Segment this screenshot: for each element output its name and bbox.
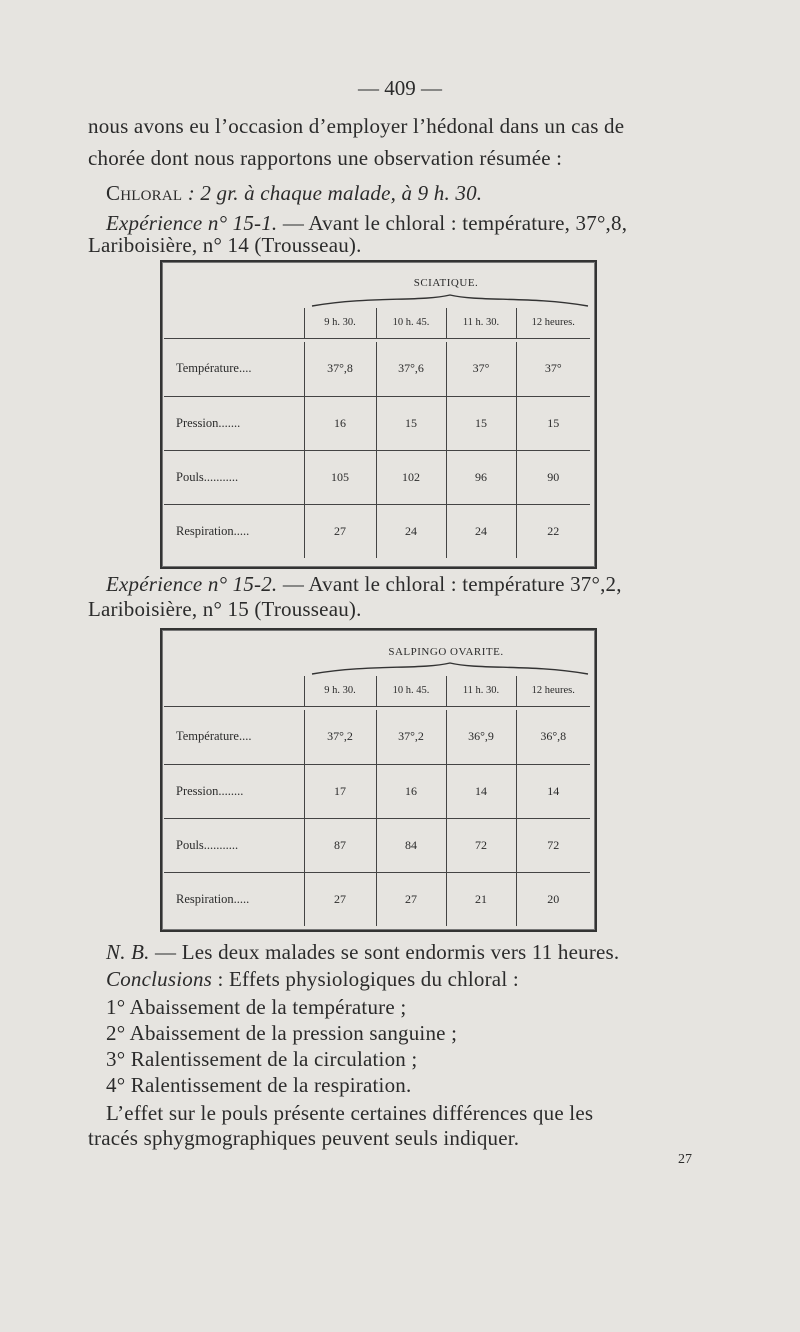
cell: 14 — [446, 764, 516, 818]
table-row — [164, 710, 590, 764]
cell: 27 — [304, 872, 376, 926]
table-2-time: 9 h. 30. — [304, 676, 376, 706]
table-1-time: 12 heures. — [516, 308, 590, 338]
table-2 — [164, 676, 590, 926]
conclusions-line — [106, 967, 519, 992]
experience-2-location: Lariboisière, n° 15 (Trousseau). — [88, 597, 362, 621]
cell: 27 — [376, 872, 446, 926]
cell: 14 — [516, 764, 590, 818]
table-row — [164, 818, 590, 872]
cell: 15 — [516, 396, 590, 450]
cell: 27 — [304, 504, 376, 558]
conclusion-item: 4° Ralentissement de la respiration. — [106, 1073, 412, 1097]
table-2-heading: SALPINGO OVARITE. — [388, 646, 504, 658]
conclusion-item: 1° Abaissement de la température ; — [106, 995, 407, 1019]
cell: 16 — [304, 396, 376, 450]
nb-line — [106, 940, 619, 965]
cell: 24 — [446, 504, 516, 558]
table-2-time-row — [164, 676, 590, 706]
table-1-time-row — [164, 308, 590, 338]
cell: 36°,8 — [516, 710, 590, 764]
conclusions-text: : Effets physiologiques du chloral : — [212, 967, 519, 991]
signature-number: 27 — [678, 1152, 692, 1167]
table-row — [164, 504, 590, 558]
intro-line-2: chorée dont nous rapportons une observation résumée : — [88, 146, 563, 170]
conclusions-label: Conclusions — [106, 967, 213, 991]
cell: 21 — [446, 872, 516, 926]
experience-2-text: — Avant le chloral : température 37°,2, — [277, 572, 622, 596]
table-2-time: 12 heures. — [516, 676, 590, 706]
row-label: Température.... — [176, 361, 252, 376]
row-label: Pression........ — [176, 783, 244, 798]
table-1-time: 9 h. 30. — [304, 308, 376, 338]
table-1 — [164, 308, 590, 558]
intro-line-1 — [88, 114, 680, 139]
table-1-time: 11 h. 30. — [446, 308, 516, 338]
conclusion-item: 2° Abaissement de la pression sanguine ; — [106, 1021, 458, 1045]
cell: 37° — [446, 342, 516, 396]
table-1-corner — [164, 308, 304, 338]
chloral-dose: : 2 gr. à chaque malade, à 9 h. 30. — [187, 181, 483, 205]
cell: 90 — [516, 450, 590, 504]
table-2-corner — [164, 676, 304, 706]
cell: 37°,6 — [376, 342, 446, 396]
intro-line-1-text: nous avons eu l’occasion d’employer l’hédonal dans un cas de — [88, 114, 625, 138]
closing-line-1: L’effet sur le pouls présente certaines différences que les — [106, 1101, 594, 1125]
table-2-brace — [310, 662, 590, 676]
row-label: Pouls........... — [176, 837, 239, 852]
experience-1-location: Lariboisière, n° 14 (Trousseau). — [88, 233, 362, 257]
cell: 37°,2 — [376, 710, 446, 764]
row-label: Température.... — [176, 729, 252, 744]
table-2-time: 10 h. 45. — [376, 676, 446, 706]
table-2-time: 11 h. 30. — [446, 676, 516, 706]
table-1-brace — [310, 294, 590, 308]
table-1-heading: SCIATIQUE. — [413, 277, 479, 289]
cell: 24 — [376, 504, 446, 558]
cell: 20 — [516, 872, 590, 926]
table-row — [164, 450, 590, 504]
cell: 36°,9 — [446, 710, 516, 764]
experience-2-line — [106, 572, 622, 597]
row-label: Respiration..... — [176, 523, 250, 538]
row-label: Respiration..... — [176, 891, 250, 906]
page-number: — 409 — — [358, 76, 442, 100]
nb-label: N. B. — [106, 940, 150, 964]
conclusion-item: 3° Ralentissement de la circulation ; — [106, 1047, 418, 1071]
cell: 72 — [516, 818, 590, 872]
table-row — [164, 396, 590, 450]
experience-1-title: Expérience n° 15-1. — [106, 211, 278, 235]
experience-1-text: — Avant le chloral : température, 37°,8, — [277, 211, 628, 235]
table-1-time: 10 h. 45. — [376, 308, 446, 338]
cell: 15 — [376, 396, 446, 450]
experience-2-title: Expérience n° 15-2. — [106, 572, 278, 596]
cell: 16 — [376, 764, 446, 818]
cell: 84 — [376, 818, 446, 872]
chloral-line — [106, 181, 482, 206]
closing-line-2: tracés sphygmographiques peuvent seuls indiquer. — [88, 1126, 520, 1150]
table-row — [164, 342, 590, 396]
cell: 87 — [304, 818, 376, 872]
table-row — [164, 764, 590, 818]
table-row — [164, 872, 590, 926]
cell: 37°,8 — [304, 342, 376, 396]
cell: 105 — [304, 450, 376, 504]
cell: 102 — [376, 450, 446, 504]
cell: 37°,2 — [304, 710, 376, 764]
cell: 37° — [516, 342, 590, 396]
chloral-label: Chloral — [106, 181, 183, 205]
nb-text: — Les deux malades se sont endormis vers 11 heures. — [149, 940, 620, 964]
cell: 72 — [446, 818, 516, 872]
cell: 96 — [446, 450, 516, 504]
row-label: Pression....... — [176, 415, 241, 430]
row-label: Pouls........... — [176, 469, 239, 484]
cell: 17 — [304, 764, 376, 818]
cell: 15 — [446, 396, 516, 450]
cell: 22 — [516, 504, 590, 558]
